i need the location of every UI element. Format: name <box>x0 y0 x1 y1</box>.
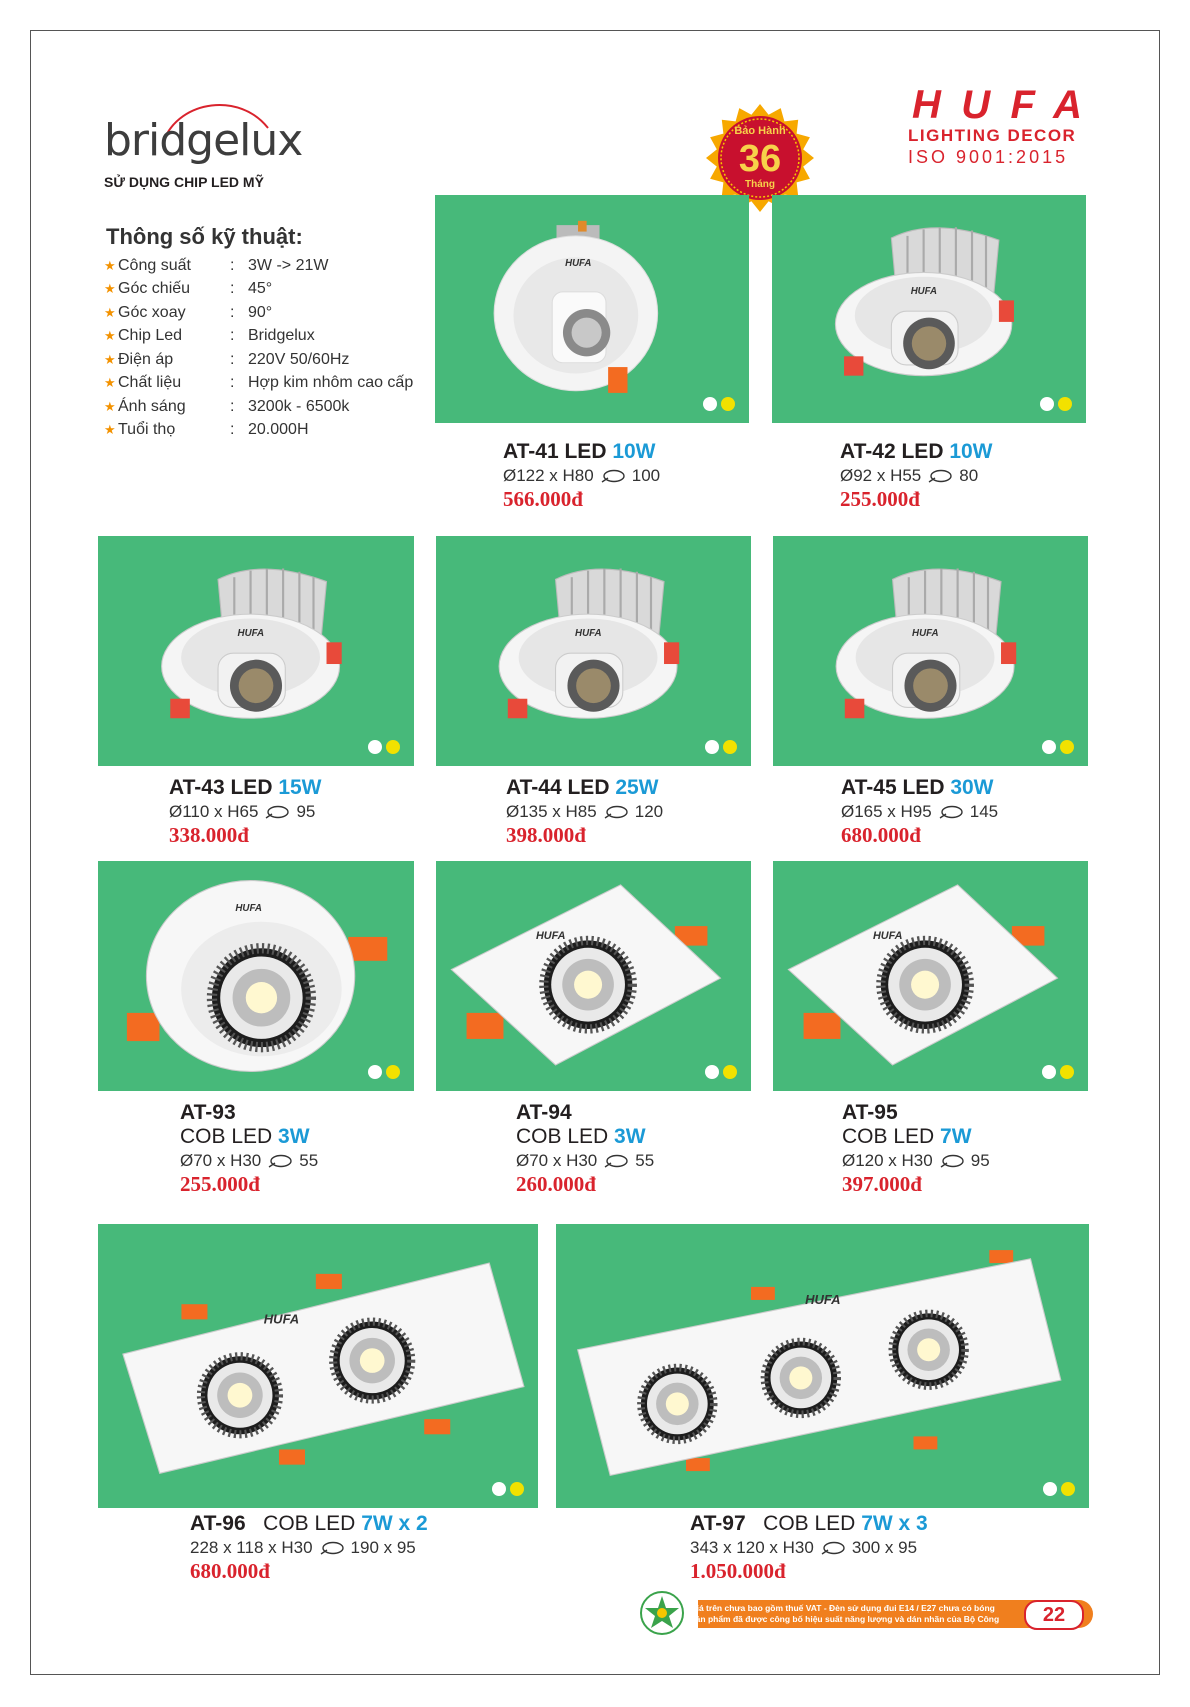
product-dims: Ø110 x H65 <box>169 802 259 821</box>
cutout-icon <box>939 1153 965 1169</box>
star-icon: ★ <box>104 328 116 344</box>
warm-light-dot <box>723 740 737 754</box>
finned-spotlight-icon <box>436 536 751 766</box>
svg-text:HUFA: HUFA <box>910 285 938 297</box>
color-options <box>1042 740 1074 754</box>
product-type: LED <box>567 776 610 799</box>
product-card-at-42 <box>772 195 1086 423</box>
warranty-number: 36 <box>738 138 782 180</box>
spec-label: Chip Led <box>118 327 183 345</box>
product-dims-row <box>690 1538 928 1558</box>
spec-row <box>104 348 413 372</box>
spec-label: Công suất <box>118 256 191 274</box>
white-light-dot <box>1042 1065 1056 1079</box>
spec-row <box>104 395 413 419</box>
spec-list <box>104 254 413 442</box>
product-watt: 30W <box>950 776 994 799</box>
product-code: AT-96 <box>190 1512 246 1535</box>
spec-label: Góc xoay <box>118 303 186 321</box>
product-caption <box>840 440 993 512</box>
spec-row <box>104 278 413 302</box>
product-price: 398.000đ <box>506 823 586 847</box>
product-dims: Ø92 x H55 <box>840 466 922 485</box>
color-options <box>492 1482 524 1496</box>
product-caption <box>690 1512 928 1584</box>
product-card-at-96 <box>98 1224 538 1508</box>
warm-light-dot <box>386 740 400 754</box>
product-type: COB LED <box>842 1125 935 1148</box>
product-code: AT-95 <box>842 1101 898 1124</box>
star-icon: ★ <box>104 375 116 391</box>
product-watt: 3W <box>614 1125 646 1148</box>
product-price: 338.000đ <box>169 823 249 847</box>
product-caption <box>169 776 322 848</box>
product-price: 255.000đ <box>840 487 920 511</box>
spec-row <box>104 325 413 349</box>
product-dims-row <box>506 802 663 822</box>
square-cob-icon <box>773 861 1088 1091</box>
color-options <box>368 1065 400 1079</box>
star-icon: ★ <box>104 422 116 438</box>
product-type: LED <box>901 440 944 463</box>
cutout-icon <box>820 1540 846 1556</box>
product-cutout: 95 <box>296 802 316 821</box>
spec-value: Hợp kim nhôm cao cấp <box>248 374 414 392</box>
white-light-dot <box>368 740 382 754</box>
hufa-logo-text: HUFA <box>912 84 1082 124</box>
product-card-at-94 <box>436 861 751 1091</box>
product-type: COB LED <box>180 1125 273 1148</box>
product-type: LED <box>902 776 945 799</box>
svg-text:HUFA: HUFA <box>912 627 939 639</box>
warm-light-dot <box>1060 740 1074 754</box>
product-card-at-45 <box>773 536 1088 766</box>
color-options <box>1040 397 1072 411</box>
product-title <box>841 776 998 800</box>
cutout-icon <box>264 804 290 820</box>
product-title <box>506 776 663 800</box>
finned-spotlight-icon <box>98 536 414 766</box>
spec-colon: : <box>230 280 235 298</box>
product-caption <box>190 1512 428 1584</box>
product-type: COB LED <box>516 1125 609 1148</box>
spec-row <box>104 372 413 396</box>
product-price: 1.050.000đ <box>690 1559 786 1583</box>
product-caption <box>180 1101 318 1197</box>
product-cutout: 80 <box>959 466 979 485</box>
product-type: LED <box>564 440 607 463</box>
cutout-icon <box>600 468 626 484</box>
spec-label: Góc chiếu <box>118 280 191 298</box>
white-light-dot <box>703 397 717 411</box>
product-title <box>840 440 993 464</box>
product-dims: 343 x 120 x H30 <box>690 1538 814 1557</box>
spec-row <box>104 301 413 325</box>
product-caption <box>503 440 660 512</box>
spec-colon: : <box>230 397 235 415</box>
spec-value: 90° <box>248 303 273 321</box>
product-cutout: 95 <box>970 1151 990 1170</box>
white-light-dot <box>1043 1482 1057 1496</box>
page-number: 22 <box>1024 1600 1084 1630</box>
product-cutout: 55 <box>299 1151 319 1170</box>
svg-text:HUFA: HUFA <box>805 1292 841 1308</box>
white-light-dot <box>492 1482 506 1496</box>
product-caption <box>842 1101 990 1197</box>
warm-light-dot <box>386 1065 400 1079</box>
svg-text:HUFA: HUFA <box>575 627 602 639</box>
product-watt: 25W <box>615 776 659 799</box>
product-price: 397.000đ <box>842 1172 922 1196</box>
spec-value: 45° <box>248 280 273 298</box>
svg-text:HUFA: HUFA <box>237 627 265 639</box>
product-dims: Ø165 x H95 <box>841 802 932 821</box>
product-code: AT-94 <box>516 1101 572 1124</box>
star-icon: ★ <box>104 281 116 297</box>
spec-value: 3200k - 6500k <box>248 397 350 415</box>
product-type: COB LED <box>763 1512 856 1535</box>
product-card-at-97 <box>556 1224 1089 1508</box>
warm-light-dot <box>723 1065 737 1079</box>
product-title <box>503 440 660 464</box>
hufa-logo <box>910 84 1090 124</box>
warm-light-dot <box>721 397 735 411</box>
product-dims-row <box>840 466 993 486</box>
spec-colon: : <box>230 374 235 392</box>
color-options <box>703 397 735 411</box>
hufa-iso: ISO 9001:2015 <box>908 147 1069 167</box>
spec-colon: : <box>230 256 235 274</box>
product-dims-row <box>503 466 660 486</box>
svg-text:HUFA: HUFA <box>536 930 566 943</box>
star-icon: ★ <box>104 351 116 367</box>
warm-light-dot <box>510 1482 524 1496</box>
round-spotlight-icon <box>435 195 749 423</box>
white-light-dot <box>705 740 719 754</box>
spec-row <box>104 419 413 443</box>
product-price: 255.000đ <box>180 1172 260 1196</box>
triple-cob-icon <box>556 1224 1089 1508</box>
spec-colon: : <box>230 303 235 321</box>
product-code: AT-97 <box>690 1512 746 1535</box>
product-dims-row <box>190 1538 428 1558</box>
warranty-top: Bảo Hành <box>734 125 786 137</box>
product-cutout: 120 <box>634 802 664 821</box>
product-type: COB LED <box>263 1512 356 1535</box>
cutout-icon <box>319 1540 345 1556</box>
footer-notes <box>690 1603 1020 1636</box>
product-dims: Ø122 x H80 <box>503 466 594 485</box>
product-dims: Ø120 x H30 <box>842 1151 933 1170</box>
white-light-dot <box>705 1065 719 1079</box>
product-watt: 10W <box>949 440 993 463</box>
spec-colon: : <box>230 350 235 368</box>
product-watt: 7W x 2 <box>361 1512 428 1535</box>
spec-value: Bridgelux <box>248 327 315 345</box>
product-caption <box>841 776 998 848</box>
hufa-tagline: LIGHTING DECOR <box>908 126 1077 145</box>
product-title <box>169 776 322 800</box>
warranty-bottom: Tháng <box>745 179 775 190</box>
spec-value: 20.000H <box>248 421 309 439</box>
finned-spotlight-icon <box>772 195 1086 423</box>
product-dims-row <box>841 802 998 822</box>
product-caption <box>516 1101 654 1197</box>
bridgelux-logo: bridgelux <box>104 115 303 166</box>
product-cutout: 55 <box>635 1151 655 1170</box>
color-options <box>1043 1482 1075 1496</box>
product-code: AT-45 <box>841 776 897 799</box>
spec-value: 220V 50/60Hz <box>248 350 350 368</box>
cutout-icon <box>603 804 629 820</box>
svg-text:HUFA: HUFA <box>873 930 903 943</box>
product-dims: Ø70 x H30 <box>180 1151 262 1170</box>
product-title <box>180 1125 318 1149</box>
spec-row <box>104 254 413 278</box>
product-code: AT-41 <box>503 440 559 463</box>
product-code: AT-44 <box>506 776 562 799</box>
product-watt: 7W x 3 <box>861 1512 928 1535</box>
product-watt: 10W <box>612 440 656 463</box>
product-code: AT-43 <box>169 776 225 799</box>
spec-label: Điện áp <box>118 350 174 368</box>
square-cob-icon <box>436 861 751 1091</box>
product-price: 680.000đ <box>841 823 921 847</box>
product-dims-row <box>516 1151 654 1171</box>
product-cutout: 190 x 95 <box>350 1538 416 1557</box>
warm-light-dot <box>1058 397 1072 411</box>
spec-label: Chất liệu <box>118 374 182 392</box>
white-light-dot <box>368 1065 382 1079</box>
round-cob-icon <box>98 861 414 1091</box>
spec-colon: : <box>230 327 235 345</box>
product-price: 680.000đ <box>190 1559 270 1583</box>
svg-text:HUFA: HUFA <box>263 1311 300 1327</box>
spec-value: 3W -> 21W <box>248 256 329 274</box>
product-dims-row <box>180 1151 318 1171</box>
product-title <box>516 1125 654 1149</box>
cutout-icon <box>603 1153 629 1169</box>
warm-light-dot <box>1060 1065 1074 1079</box>
product-price: 260.000đ <box>516 1172 596 1196</box>
product-card-at-44 <box>436 536 751 766</box>
product-watt: 3W <box>278 1125 310 1148</box>
cutout-icon <box>938 804 964 820</box>
white-light-dot <box>1042 740 1056 754</box>
product-watt: 7W <box>940 1125 972 1148</box>
product-watt: 15W <box>278 776 322 799</box>
product-dims: Ø135 x H85 <box>506 802 597 821</box>
spec-label: Ánh sáng <box>118 397 186 415</box>
product-card-at-95 <box>773 861 1088 1091</box>
spec-label: Tuổi thọ <box>118 421 176 439</box>
product-card-at-41 <box>435 195 749 423</box>
product-card-at-93 <box>98 861 414 1091</box>
star-icon: ★ <box>104 257 116 273</box>
star-icon: ★ <box>104 304 116 320</box>
star-icon: ★ <box>104 398 116 414</box>
product-caption <box>506 776 663 848</box>
product-code: AT-42 <box>840 440 896 463</box>
product-card-at-43 <box>98 536 414 766</box>
product-cutout: 145 <box>969 802 999 821</box>
spec-title: Thông số kỹ thuật: <box>106 224 303 249</box>
product-cutout: 100 <box>631 466 661 485</box>
product-cutout: 300 x 95 <box>851 1538 918 1557</box>
double-cob-icon <box>98 1224 538 1508</box>
footer-line-2: Sản phẩm đã được công bố hiệu suất năng lượng và dán nhãn của Bộ Công Thương <box>690 1614 1000 1635</box>
cutout-icon <box>267 1153 293 1169</box>
product-dims: Ø70 x H30 <box>516 1151 598 1170</box>
color-options <box>705 1065 737 1079</box>
color-options <box>705 740 737 754</box>
warm-light-dot <box>1061 1482 1075 1496</box>
cutout-icon <box>927 468 953 484</box>
bridgelux-subtitle: SỬ DỤNG CHIP LED MỸ <box>104 174 264 190</box>
product-title <box>842 1125 990 1149</box>
product-title <box>190 1512 428 1536</box>
product-code: AT-93 <box>180 1101 236 1124</box>
color-options <box>368 740 400 754</box>
footer-line-1: Giá trên chưa bao gồm thuế VAT - Đèn sử dụng đui E14 / E27 chưa có bóng <box>690 1603 995 1613</box>
product-price: 566.000đ <box>503 487 583 511</box>
product-dims-row <box>169 802 322 822</box>
svg-text:HUFA: HUFA <box>235 902 262 914</box>
product-type: LED <box>230 776 273 799</box>
energy-label-logo <box>636 1590 688 1636</box>
color-options <box>1042 1065 1074 1079</box>
product-title <box>690 1512 928 1536</box>
white-light-dot <box>1040 397 1054 411</box>
spec-colon: : <box>230 421 235 439</box>
product-dims-row <box>842 1151 990 1171</box>
svg-text:HUFA: HUFA <box>565 257 592 269</box>
product-dims: 228 x 118 x H30 <box>190 1538 313 1557</box>
finned-spotlight-icon <box>773 536 1088 766</box>
